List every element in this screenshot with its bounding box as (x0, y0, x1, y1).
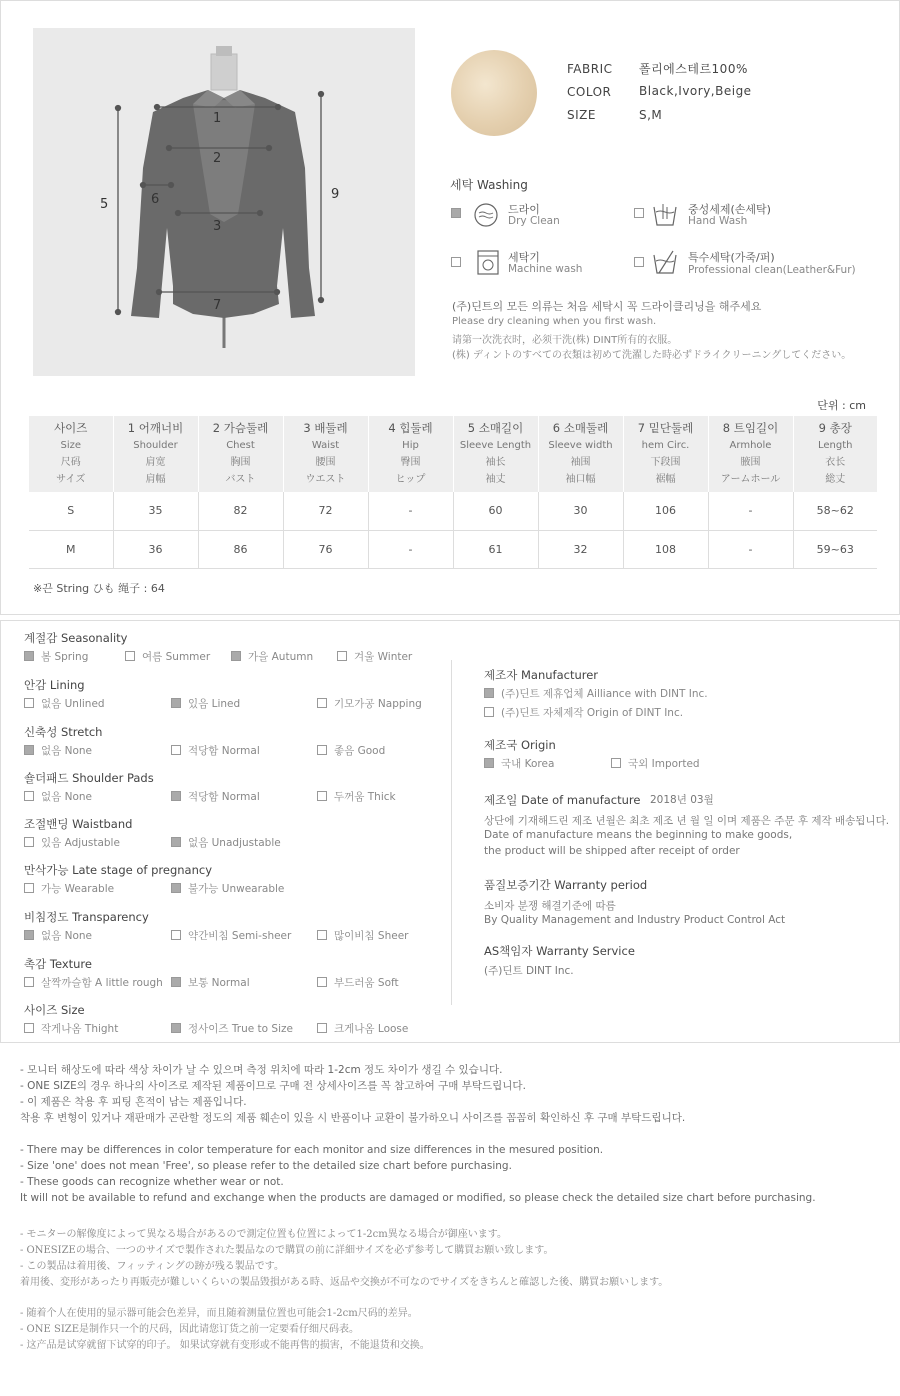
option-label: 두꺼움 Thick (334, 791, 396, 803)
disclaimer-en-2: - Size 'one' does not mean 'Free', so please refer to the detailed size chart before purchasing. (20, 1160, 512, 1172)
fabric-label: FABRIC (567, 62, 613, 76)
size-table-cell: - (708, 530, 793, 568)
attribute-option (24, 975, 163, 990)
attribute-option (317, 975, 399, 990)
size-table-header (368, 416, 453, 492)
dry-clean-en: Dry Clean (508, 215, 560, 227)
disclaimer-ko-2: - ONE SIZE의 경우 하나의 사이즈로 제작된 제품이므로 구매 전 상세사이즈를 꼭 참고하여 구매 부탁드립니다. (20, 1080, 526, 1092)
size-table-cell: 30 (538, 492, 623, 530)
attribute-option (317, 789, 396, 804)
option-checkbox (171, 745, 181, 755)
size-table-header-line: 下段围 (650, 457, 681, 468)
hand-wash-en: Hand Wash (688, 215, 748, 227)
size-table-cell: 76 (283, 530, 368, 568)
size-table-header-line: 1 어깨너비 (127, 421, 184, 435)
machine-wash-ko: 세탁기 (508, 251, 540, 264)
attribute-option (231, 649, 313, 664)
warranty-period-en: By Quality Management and Industry Product Control Act (484, 914, 786, 926)
option-checkbox (231, 651, 241, 661)
size-table-header (623, 416, 708, 492)
wash-note-ja: (株) ディントのすべての衣類は初めて洗濯した時必ずドライクリーニングしてください。 (452, 350, 852, 361)
option-checkbox (24, 837, 34, 847)
option-label: 있음 Lined (188, 698, 241, 710)
size-table-cell: 35 (113, 492, 198, 530)
attribute-option (125, 649, 210, 664)
disclaimer-en-1: - There may be differences in color temperature for each monitor and size differences in the mesured position. (20, 1144, 604, 1156)
option-label: 없음 Unadjustable (188, 837, 281, 849)
origin-option-imported: 국외 Imported (611, 756, 700, 771)
disclaimer-ja-2: - ONESIZEの場合、一つのサイズで製作された製品なので購買の前に詳細サイズを必ず参考して購買お願い致します。 (20, 1245, 554, 1256)
option-label: 없음 None (41, 791, 93, 803)
attribute-title: 만삭가능 Late stage of pregnancy (24, 863, 213, 877)
size-table-cell: - (368, 492, 453, 530)
option-label: 정사이즈 True to Size (188, 1023, 293, 1035)
option-label: 적당함 Normal (188, 791, 260, 803)
option-label: 많이비침 Sheer (334, 930, 409, 942)
attribute-title: 신축성 Stretch (24, 725, 103, 739)
manufacture-date-note-en1: Date of manufacture means the beginning to make goods, (484, 829, 793, 841)
attribute-option (337, 649, 412, 664)
size-table-cell: - (368, 530, 453, 568)
option-label: 작게나옴 Thight (41, 1023, 119, 1035)
option-checkbox (125, 651, 135, 661)
option-checkbox (24, 930, 34, 940)
size-table-header-line: 3 배둘레 (303, 421, 348, 435)
size-table-header-line: 2 가슴둘레 (212, 421, 269, 435)
machine-wash-icon (476, 249, 500, 275)
attribute-option (171, 1021, 293, 1036)
attribute-option (24, 696, 105, 711)
origin-option-korea: 국내 Korea (484, 756, 554, 771)
disclaimer-ko-1: - 모니터 해상도에 따라 색상 차이가 날 수 있으며 측정 위치에 따라 1-2cm 정도 차이가 생길 수 있습니다. (20, 1064, 503, 1076)
professional-clean-ko: 특수세탁(가죽/퍼) (688, 251, 775, 264)
option-checkbox (24, 883, 34, 893)
attribute-option (24, 789, 92, 804)
disclaimer-zh-1: - 随着个人在使用的显示器可能会色差异，而且随着测量位置也可能会1-2cm尺码的差异。 (20, 1308, 418, 1319)
option-label: 불가능 Unwearable (188, 883, 285, 895)
manufacture-date-note-en2: the product will be shipped after receipt of order (484, 845, 740, 857)
size-table-header-line: 袖围 (570, 457, 591, 468)
disclaimer-en-4: It will not be available to refund and exchange when the products are damaged or modified, so please check the detailed size chart before purchasing. (20, 1192, 816, 1204)
option-checkbox (171, 977, 181, 987)
attribute-option (317, 1021, 408, 1036)
option-label: 없음 None (41, 745, 93, 757)
size-table-header-line: 4 힙둘레 (388, 421, 433, 435)
professional-clean-icon (653, 249, 677, 275)
size-table-header-line: 尺码 (60, 457, 81, 468)
attribute-option (24, 649, 88, 664)
size-table-header-line: 5 소매길이 (467, 421, 524, 435)
size-table-header-line: 사이즈 (54, 421, 88, 435)
attribute-option (171, 743, 260, 758)
disclaimer-ko-3: - 이 제품은 착용 후 피팅 흔적이 남는 제품입니다. (20, 1096, 247, 1108)
warranty-service-title: AS책임자 Warranty Service (484, 944, 635, 958)
hand-wash-ko: 중성세제(손세탁) (688, 203, 771, 216)
measure-label-5: 5 (100, 197, 109, 212)
disclaimer-ja-1: - モニターの解像度によって異なる場合があるので測定位置も位置によって1-2cm異なる場合が御座います。 (20, 1229, 507, 1240)
manufacture-date-value: 2018년 03월 (650, 794, 714, 806)
mannequin-neck (211, 54, 237, 90)
size-table-header-line: 8 트임길이 (722, 421, 779, 435)
size-table-header-line: サイズ (56, 474, 86, 485)
option-label: 여름 Summer (142, 651, 211, 663)
unit-label: 단위 : cm (817, 399, 866, 412)
attribute-option (24, 928, 92, 943)
size-table-header (453, 416, 538, 492)
professional-clean-en: Professional clean(Leather&Fur) (688, 264, 856, 276)
attribute-title: 비침정도 Transparency (24, 910, 149, 924)
option-label: 가을 Autumn (248, 651, 314, 663)
attribute-option (171, 928, 291, 943)
size-table-header-line: Shoulder (133, 440, 178, 451)
size-table-header (198, 416, 283, 492)
option-checkbox (317, 1023, 327, 1033)
option-label: 기모가공 Napping (334, 698, 422, 710)
attribute-title: 사이즈 Size (24, 1003, 85, 1017)
attribute-option (171, 835, 281, 850)
option-checkbox (24, 977, 34, 987)
attribute-option (317, 696, 422, 711)
size-table-header-line: 腋围 (740, 457, 761, 468)
size-table-header-line: Waist (311, 440, 340, 451)
attribute-option (171, 881, 284, 896)
size-table-header-line: 肩幅 (145, 474, 166, 485)
option-label: 겨울 Winter (354, 651, 413, 663)
size-table-header-line: 胸围 (230, 457, 251, 468)
size-table-header-line: 6 소매둘레 (552, 421, 609, 435)
disclaimer-zh-3: - 这产品是试穿就留下试穿的印子。 如果试穿就有变形或不能再售的损害，不能退货和交换。 (20, 1340, 430, 1351)
disclaimer-ja-3: - この製品は着用後、フィッティングの跡が残る製品です。 (20, 1261, 284, 1272)
measure-label-2: 2 (213, 151, 222, 166)
disclaimer-en-3: - These goods can recognize whether wear or not. (20, 1176, 284, 1188)
size-table-cell: - (708, 492, 793, 530)
size-table-header-line: Sleeve Length (459, 440, 532, 451)
machine-wash-checkbox (451, 257, 461, 267)
manufacturer-title: 제조자 Manufacturer (484, 668, 599, 682)
size-table-header-line: 臀围 (400, 457, 421, 468)
attribute-option (24, 743, 92, 758)
option-label: 없음 None (41, 930, 93, 942)
size-table-header-line: ウエスト (305, 474, 346, 485)
size-table-cell: 86 (198, 530, 283, 568)
measure-label-6: 6 (151, 192, 160, 207)
manufacturer-option-alliance: (주)딘트 제휴업체 Ailliance with DINT Inc. (484, 686, 708, 701)
color-value: Black,Ivory,Beige (639, 84, 752, 98)
size-table-header (538, 416, 623, 492)
size-table-header-line: アームホール (720, 474, 781, 485)
measure-label-3: 3 (213, 219, 222, 234)
origin-title: 제조국 Origin (484, 738, 556, 752)
dry-clean-ko: 드라이 (508, 203, 540, 216)
attribute-option (171, 696, 240, 711)
option-checkbox (317, 791, 327, 801)
size-table-cell: 36 (113, 530, 198, 568)
attribute-option (24, 835, 120, 850)
option-checkbox (171, 883, 181, 893)
size-table-header (283, 416, 368, 492)
measure-label-1: 1 (213, 111, 222, 126)
garment-measure-photo (33, 28, 415, 376)
option-checkbox (317, 977, 327, 987)
size-table-header-line: Armhole (729, 440, 772, 451)
manufacture-date-title: 제조일 Date of manufacture (484, 793, 641, 807)
hand-wash-checkbox (634, 208, 644, 218)
size-table-header (113, 416, 198, 492)
size-table-header-line: 袖丈 (485, 474, 506, 485)
attribute-option (24, 1021, 118, 1036)
disclaimer-ko-4: 착용 후 변형이 있거나 재판매가 곤란할 정도의 제품 훼손이 있을 시 반품이나 교환이 불가하오니 사이즈를 꼼꼼히 확인하신 후 구매 부탁드립니다. (20, 1112, 686, 1124)
manufacturer-option-origin: (주)딘트 자체제작 Origin of DINT Inc. (484, 705, 683, 720)
size-label: SIZE (567, 108, 596, 122)
option-checkbox (171, 837, 181, 847)
size-table-cell: 106 (623, 492, 708, 530)
size-table-header-line: バスト (225, 474, 256, 485)
color-label: COLOR (567, 85, 612, 99)
option-checkbox (24, 698, 34, 708)
warranty-period-title: 품질보증기간 Warranty period (484, 878, 648, 892)
option-label: 약간비침 Semi-sheer (188, 930, 292, 942)
size-table-header-line: 総丈 (825, 474, 846, 485)
washing-title: 세탁 Washing (450, 178, 528, 192)
fabric-value: 폴리에스테르100% (639, 62, 748, 76)
size-table-header (708, 416, 793, 492)
attribute-title: 안감 Lining (24, 678, 85, 692)
fabric-swatch (451, 50, 537, 136)
option-label: 크게나옴 Loose (334, 1023, 409, 1035)
option-label: 좋음 Good (334, 745, 386, 757)
option-label: 봄 Spring (41, 651, 89, 663)
attribute-title: 조절밴딩 Waistband (24, 817, 133, 831)
size-table-row (29, 530, 877, 568)
size-table-header-line: ヒップ (395, 474, 426, 485)
size-table-cell: S (29, 492, 113, 530)
attribute-option (171, 789, 260, 804)
option-checkbox (24, 1023, 34, 1033)
size-table-header-line: 9 총장 (818, 421, 852, 435)
size-table-cell: M (29, 530, 113, 568)
size-table-cell: 32 (538, 530, 623, 568)
size-table-header-line: 衣长 (825, 457, 846, 468)
attribute-option (317, 743, 385, 758)
option-label: 없음 Unlined (41, 698, 105, 710)
attribute-title: 계절감 Seasonality (24, 631, 128, 645)
size-table (29, 416, 877, 569)
option-label: 있음 Adjustable (41, 837, 120, 849)
size-table-header-line: Length (818, 440, 853, 451)
attribute-title: 숄더패드 Shoulder Pads (24, 771, 154, 785)
size-table-cell: 108 (623, 530, 708, 568)
manufacture-date-note-ko: 상단에 기재해드린 제조 년월은 최초 제조 년 월 일 이며 제품은 주문 후 제작 배송됩니다. (484, 815, 890, 827)
attribute-title: 촉감 Texture (24, 957, 92, 971)
size-table-header-line: hem Circ. (641, 440, 690, 451)
size-table-header-line: 7 밑단둘레 (637, 421, 694, 435)
attribute-option (24, 881, 114, 896)
dry-clean-checkbox (451, 208, 461, 218)
option-label: 부드러움 Soft (334, 977, 399, 989)
option-checkbox (171, 930, 181, 940)
size-table-header-line: 袖口幅 (565, 474, 596, 485)
warranty-period-ko: 소비자 분쟁 해결기준에 따름 (484, 900, 616, 912)
size-table-header-line: 裾幅 (655, 474, 676, 485)
size-table-header-line: Hip (402, 440, 419, 451)
option-checkbox (317, 930, 327, 940)
option-checkbox (24, 791, 34, 801)
wash-note-en: Please dry cleaning when you first wash. (452, 316, 657, 327)
size-table-cell: 72 (283, 492, 368, 530)
option-label: 보통 Normal (188, 977, 250, 989)
option-checkbox (171, 791, 181, 801)
option-checkbox (337, 651, 347, 661)
column-divider (451, 660, 452, 1005)
size-table-header-line: 腰围 (315, 457, 336, 468)
measure-label-7: 7 (213, 298, 222, 313)
size-table-header-line: 肩宽 (145, 457, 166, 468)
string-note: ※끈 String ひも 绳子 : 64 (33, 582, 165, 595)
dry-clean-icon (474, 202, 498, 228)
size-table-cell: 60 (453, 492, 538, 530)
size-table-header-line: 袖长 (485, 457, 506, 468)
option-checkbox (171, 698, 181, 708)
machine-wash-en: Machine wash (508, 263, 583, 275)
size-table-header-line: Chest (226, 440, 255, 451)
option-checkbox (317, 745, 327, 755)
hand-wash-icon (653, 201, 677, 227)
option-checkbox (24, 651, 34, 661)
attribute-option (317, 928, 408, 943)
measure-label-9: 9 (331, 187, 340, 202)
option-label: 살짝까슬함 A little rough (41, 977, 163, 989)
size-table-cell: 58~62 (793, 492, 877, 530)
size-table-header-line: Size (60, 440, 82, 451)
warranty-service-value: (주)딘트 DINT Inc. (484, 965, 574, 977)
size-table-cell: 82 (198, 492, 283, 530)
size-table-row (29, 492, 877, 530)
wash-note-ko: (주)딘트의 모든 의류는 처음 세탁시 꼭 드라이클리닝을 해주세요 (452, 300, 762, 313)
option-checkbox (317, 698, 327, 708)
size-table-header (29, 416, 113, 492)
size-table-header-line: Sleeve width (548, 440, 613, 451)
size-table-cell: 59~63 (793, 530, 877, 568)
wash-note-zh: 请第一次洗衣时，必须干洗(株) DINT所有的衣服。 (452, 335, 678, 346)
size-table-header (793, 416, 877, 492)
option-checkbox (171, 1023, 181, 1033)
size-table-cell: 61 (453, 530, 538, 568)
attribute-option (171, 975, 250, 990)
size-value: S,M (639, 108, 663, 122)
option-label: 적당함 Normal (188, 745, 260, 757)
option-label: 가능 Wearable (41, 883, 115, 895)
disclaimer-zh-2: - ONE SIZE是制作只一个的尺码，因此请您订货之前一定要看仔细尺码表。 (20, 1324, 360, 1335)
professional-clean-checkbox (634, 257, 644, 267)
option-checkbox (24, 745, 34, 755)
disclaimer-ja-4: 着用後、変形があったり再販売が難しいくらいの製品毀損がある時、返品や交換が不可なのでサイズをきちんと確認した後、購買お願いします。 (20, 1277, 669, 1288)
